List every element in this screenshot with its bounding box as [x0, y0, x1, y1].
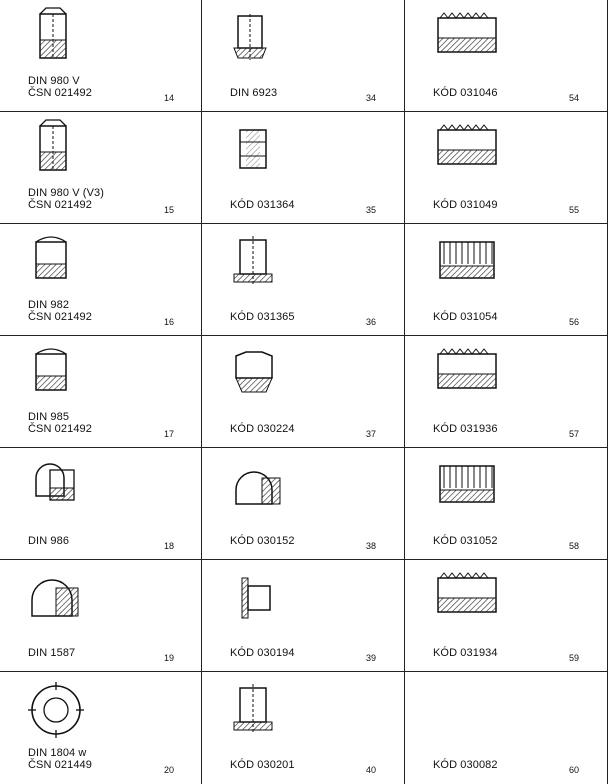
standard-code-line: ČSN 021492	[28, 423, 92, 435]
catalog-cell	[202, 672, 404, 783]
hex-flange-nut-icon	[202, 224, 404, 304]
part-standard-label	[433, 647, 498, 659]
catalog-cell	[0, 224, 202, 335]
item-number: 19	[163, 653, 174, 663]
catalog-cell	[0, 336, 202, 447]
standard-code-line: DIN 980 V (V3)	[28, 187, 104, 199]
item-number: 37	[365, 429, 376, 439]
catalog-cell	[202, 224, 404, 335]
standard-code-line: ČSN 021449	[28, 759, 92, 771]
standard-code-line: DIN 982	[28, 299, 70, 311]
threaded-insert-icon	[405, 336, 607, 416]
catalog-cell	[405, 224, 607, 335]
part-standard-label	[230, 759, 295, 771]
standard-code-line: ČSN 021492	[28, 311, 92, 323]
catalog-cell	[202, 560, 404, 671]
slotted-round-nut-icon	[0, 672, 202, 752]
item-number: 35	[365, 205, 376, 215]
catalog-cell	[202, 448, 404, 559]
weld-nut-icon	[202, 336, 404, 416]
dome-nut-icon	[202, 448, 404, 528]
item-number: 36	[365, 317, 376, 327]
part-standard-label	[433, 423, 498, 435]
nylon-lock-nut-icon	[0, 224, 202, 304]
catalog-cell	[0, 672, 202, 783]
catalog-cell	[0, 112, 202, 223]
part-standard-label	[28, 647, 75, 659]
catalog-cell	[202, 0, 404, 111]
item-number: 55	[568, 205, 579, 215]
standard-code-line: ČSN 021492	[28, 199, 92, 211]
catalog-cell	[405, 560, 607, 671]
item-number: 60	[568, 765, 579, 775]
standard-code-line: KÓD 030201	[230, 759, 295, 771]
catalog-cell	[0, 448, 202, 559]
catalog-cell	[405, 448, 607, 559]
part-standard-label	[28, 411, 92, 435]
standard-code-line: ČSN 021492	[28, 87, 92, 99]
prevailing-torque-nut-icon	[0, 112, 202, 192]
item-number: 15	[163, 205, 174, 215]
catalog-cell	[405, 0, 607, 111]
standard-code-line: KÓD 031052	[433, 535, 498, 547]
part-standard-label	[230, 535, 295, 547]
part-standard-label	[230, 423, 295, 435]
standard-code-line: DIN 6923	[230, 87, 278, 99]
part-standard-label	[28, 75, 92, 99]
part-standard-label	[28, 299, 92, 323]
part-standard-label	[433, 199, 498, 211]
standard-code-line: KÓD 030152	[230, 535, 295, 547]
threaded-insert-icon	[405, 560, 607, 640]
part-standard-label	[230, 87, 277, 99]
standard-code-line: DIN 986	[28, 535, 70, 547]
item-number: 56	[568, 317, 579, 327]
item-number: 17	[163, 429, 174, 439]
standard-code-line: DIN 1587	[28, 647, 76, 659]
standard-code-line: DIN 1804 w	[28, 747, 87, 759]
catalog-cell	[202, 112, 404, 223]
item-number: 18	[163, 541, 174, 551]
catalog-cell	[0, 560, 202, 671]
standard-code-line: DIN 980 V	[28, 75, 80, 87]
hex-nut-icon	[202, 112, 404, 192]
standard-code-line: KÓD 031936	[433, 423, 498, 435]
item-number: 57	[568, 429, 579, 439]
knurled-insert-icon	[405, 224, 607, 304]
part-standard-label	[433, 87, 498, 99]
threaded-insert-icon	[405, 112, 607, 192]
catalog-cell	[405, 112, 607, 223]
standard-code-line: KÓD 030082	[433, 759, 498, 771]
flange-nut-icon	[202, 0, 404, 80]
item-number: 38	[365, 541, 376, 551]
item-number: 20	[163, 765, 174, 775]
cap-lock-nut-icon	[0, 448, 202, 528]
hex-flange-nut-icon	[202, 672, 404, 752]
prevailing-torque-nut-icon	[0, 0, 202, 80]
part-standard-label	[230, 199, 295, 211]
catalog-cell	[405, 336, 607, 447]
item-number: 16	[163, 317, 174, 327]
item-number: 40	[365, 765, 376, 775]
part-standard-label	[433, 759, 498, 771]
part-standard-label	[433, 311, 498, 323]
standard-code-line: KÓD 031046	[433, 87, 498, 99]
standard-code-line: KÓD 031934	[433, 647, 498, 659]
item-number: 59	[568, 653, 579, 663]
item-number: 54	[568, 93, 579, 103]
rivet-nut-icon	[202, 560, 404, 640]
standard-code-line: DIN 985	[28, 411, 70, 423]
part-standard-label	[28, 747, 92, 771]
item-number: 14	[163, 93, 174, 103]
part-standard-label	[28, 187, 104, 211]
knurled-insert-icon	[405, 448, 607, 528]
part-standard-label	[230, 647, 295, 659]
hex-nut-icon	[405, 672, 607, 752]
part-standard-label	[28, 535, 69, 547]
nylon-lock-nut-icon	[0, 336, 202, 416]
standard-code-line: KÓD 031365	[230, 311, 295, 323]
standard-code-line: KÓD 031054	[433, 311, 498, 323]
standard-code-line: KÓD 030194	[230, 647, 295, 659]
standard-code-line: KÓD 031364	[230, 199, 295, 211]
catalog-cell	[202, 336, 404, 447]
item-number: 39	[365, 653, 376, 663]
acorn-nut-icon	[0, 560, 202, 640]
catalog-cell	[0, 0, 202, 111]
item-number: 34	[365, 93, 376, 103]
standard-code-line: KÓD 030224	[230, 423, 295, 435]
standard-code-line: KÓD 031049	[433, 199, 498, 211]
part-standard-label	[230, 311, 295, 323]
part-standard-label	[433, 535, 498, 547]
item-number: 58	[568, 541, 579, 551]
catalog-cell	[405, 672, 607, 783]
threaded-insert-icon	[405, 0, 607, 80]
